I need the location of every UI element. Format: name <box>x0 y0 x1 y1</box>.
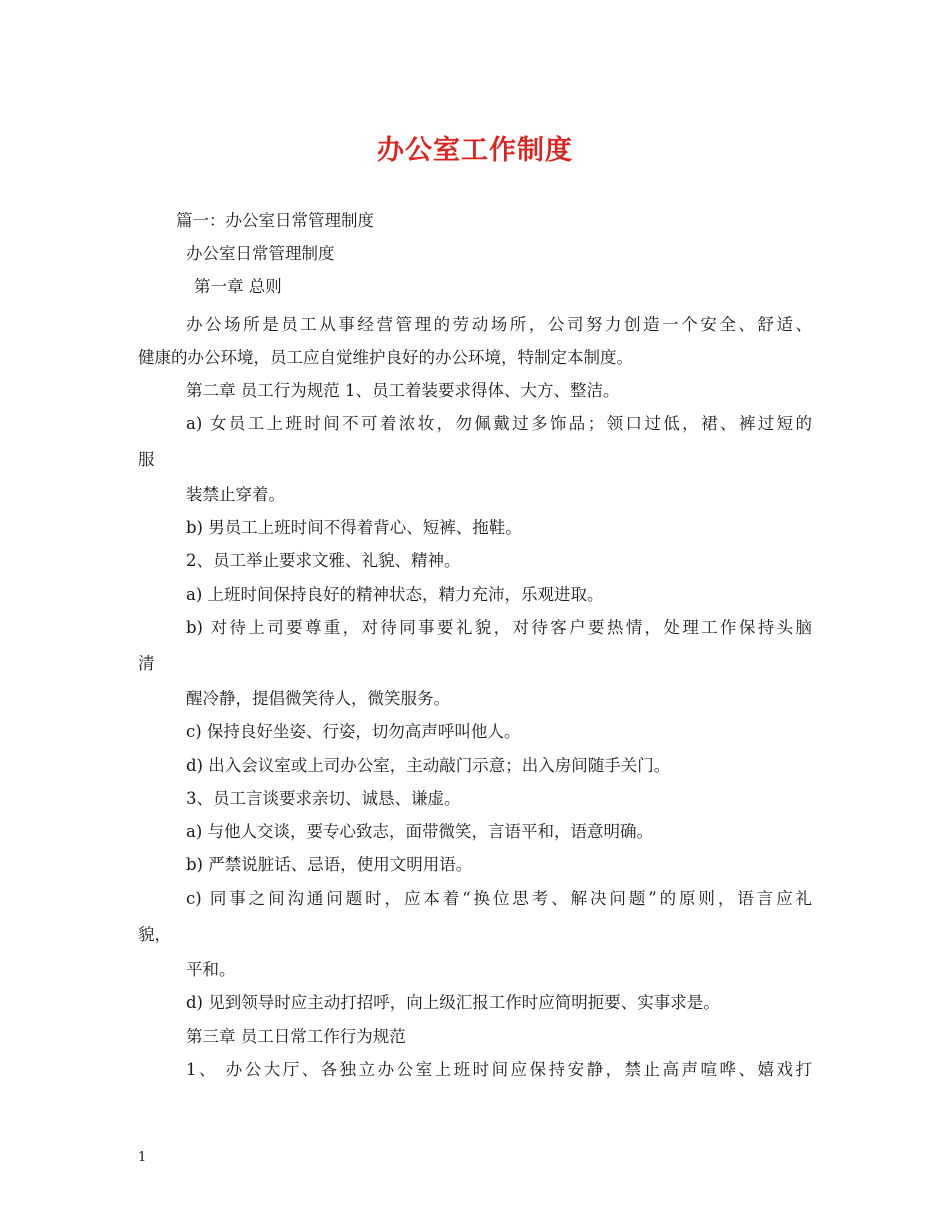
paragraph-line: 服 <box>138 450 155 469</box>
paragraph-line: a) 女员工上班时间不可着浓妆，勿佩戴过多饰品；领口过低，裙、裤过短的 <box>186 414 812 433</box>
paragraph-line: b) 对待上司要尊重，对待同事要礼貌，对待客户要热情，处理工作保持头脑 <box>186 618 812 637</box>
paragraph-line: 1、 办公大厅、各独立办公室上班时间应保持安静，禁止高声喧哗、嬉戏打 <box>186 1060 812 1079</box>
chapter-heading: 第一章 总则 <box>194 277 282 296</box>
paragraph-line: 平和。 <box>186 960 236 979</box>
paragraph-line: a) 与他人交谈，要专心致志，面带微笑，言语平和，语意明确。 <box>186 822 654 841</box>
paragraph-line: c) 同事之间沟通问题时，应本着“换位思考、解决问题”的原则，语言应礼 <box>186 889 812 908</box>
chapter-heading: 第二章 员工行为规范 1、员工着装要求得体、大方、整洁。 <box>186 381 620 400</box>
paragraph-line: d) 出入会议室或上司办公室，主动敲门示意；出入房间随手关门。 <box>186 756 671 775</box>
paragraph-line: b) 严禁说脏话、忌语，使用文明用语。 <box>186 855 473 874</box>
paragraph-line: 装禁止穿着。 <box>186 485 285 504</box>
paragraph-line: d) 见到领导时应主动打招呼，向上级汇报工作时应简明扼要、实事求是。 <box>186 993 720 1012</box>
page-number: 1 <box>138 1150 147 1165</box>
document-title: 办公室工作制度 <box>377 135 573 166</box>
paragraph-line: 清 <box>138 654 155 673</box>
paragraph-line: 健康的办公环境，员工应自觉维护良好的办公环境，特制定本制度。 <box>138 348 633 367</box>
paragraph-line: 2、员工举止要求文雅、礼貌、精神。 <box>186 551 461 570</box>
paragraph-line: b) 男员工上班时间不得着背心、短裤、拖鞋。 <box>186 518 522 537</box>
paragraph-line: 貌， <box>138 925 171 944</box>
paragraph-line: 3、员工言谈要求亲切、诚恳、谦虚。 <box>186 789 461 808</box>
paragraph-line: c) 保持良好坐姿、行姿，切勿高声呼叫他人。 <box>186 722 521 741</box>
paragraph-line: 办公场所是员工从事经营管理的劳动场所，公司努力创造一个安全、舒适、 <box>186 315 812 334</box>
paragraph-line: a) 上班时间保持良好的精神状态，精力充沛，乐观进取。 <box>186 585 604 604</box>
chapter-heading: 第三章 员工日常工作行为规范 <box>186 1027 406 1046</box>
paragraph-line: 醒冷静，提倡微笑待人，微笑服务。 <box>186 689 450 708</box>
subtitle-line: 办公室日常管理制度 <box>186 244 335 263</box>
section-heading: 篇一：办公室日常管理制度 <box>176 211 374 230</box>
